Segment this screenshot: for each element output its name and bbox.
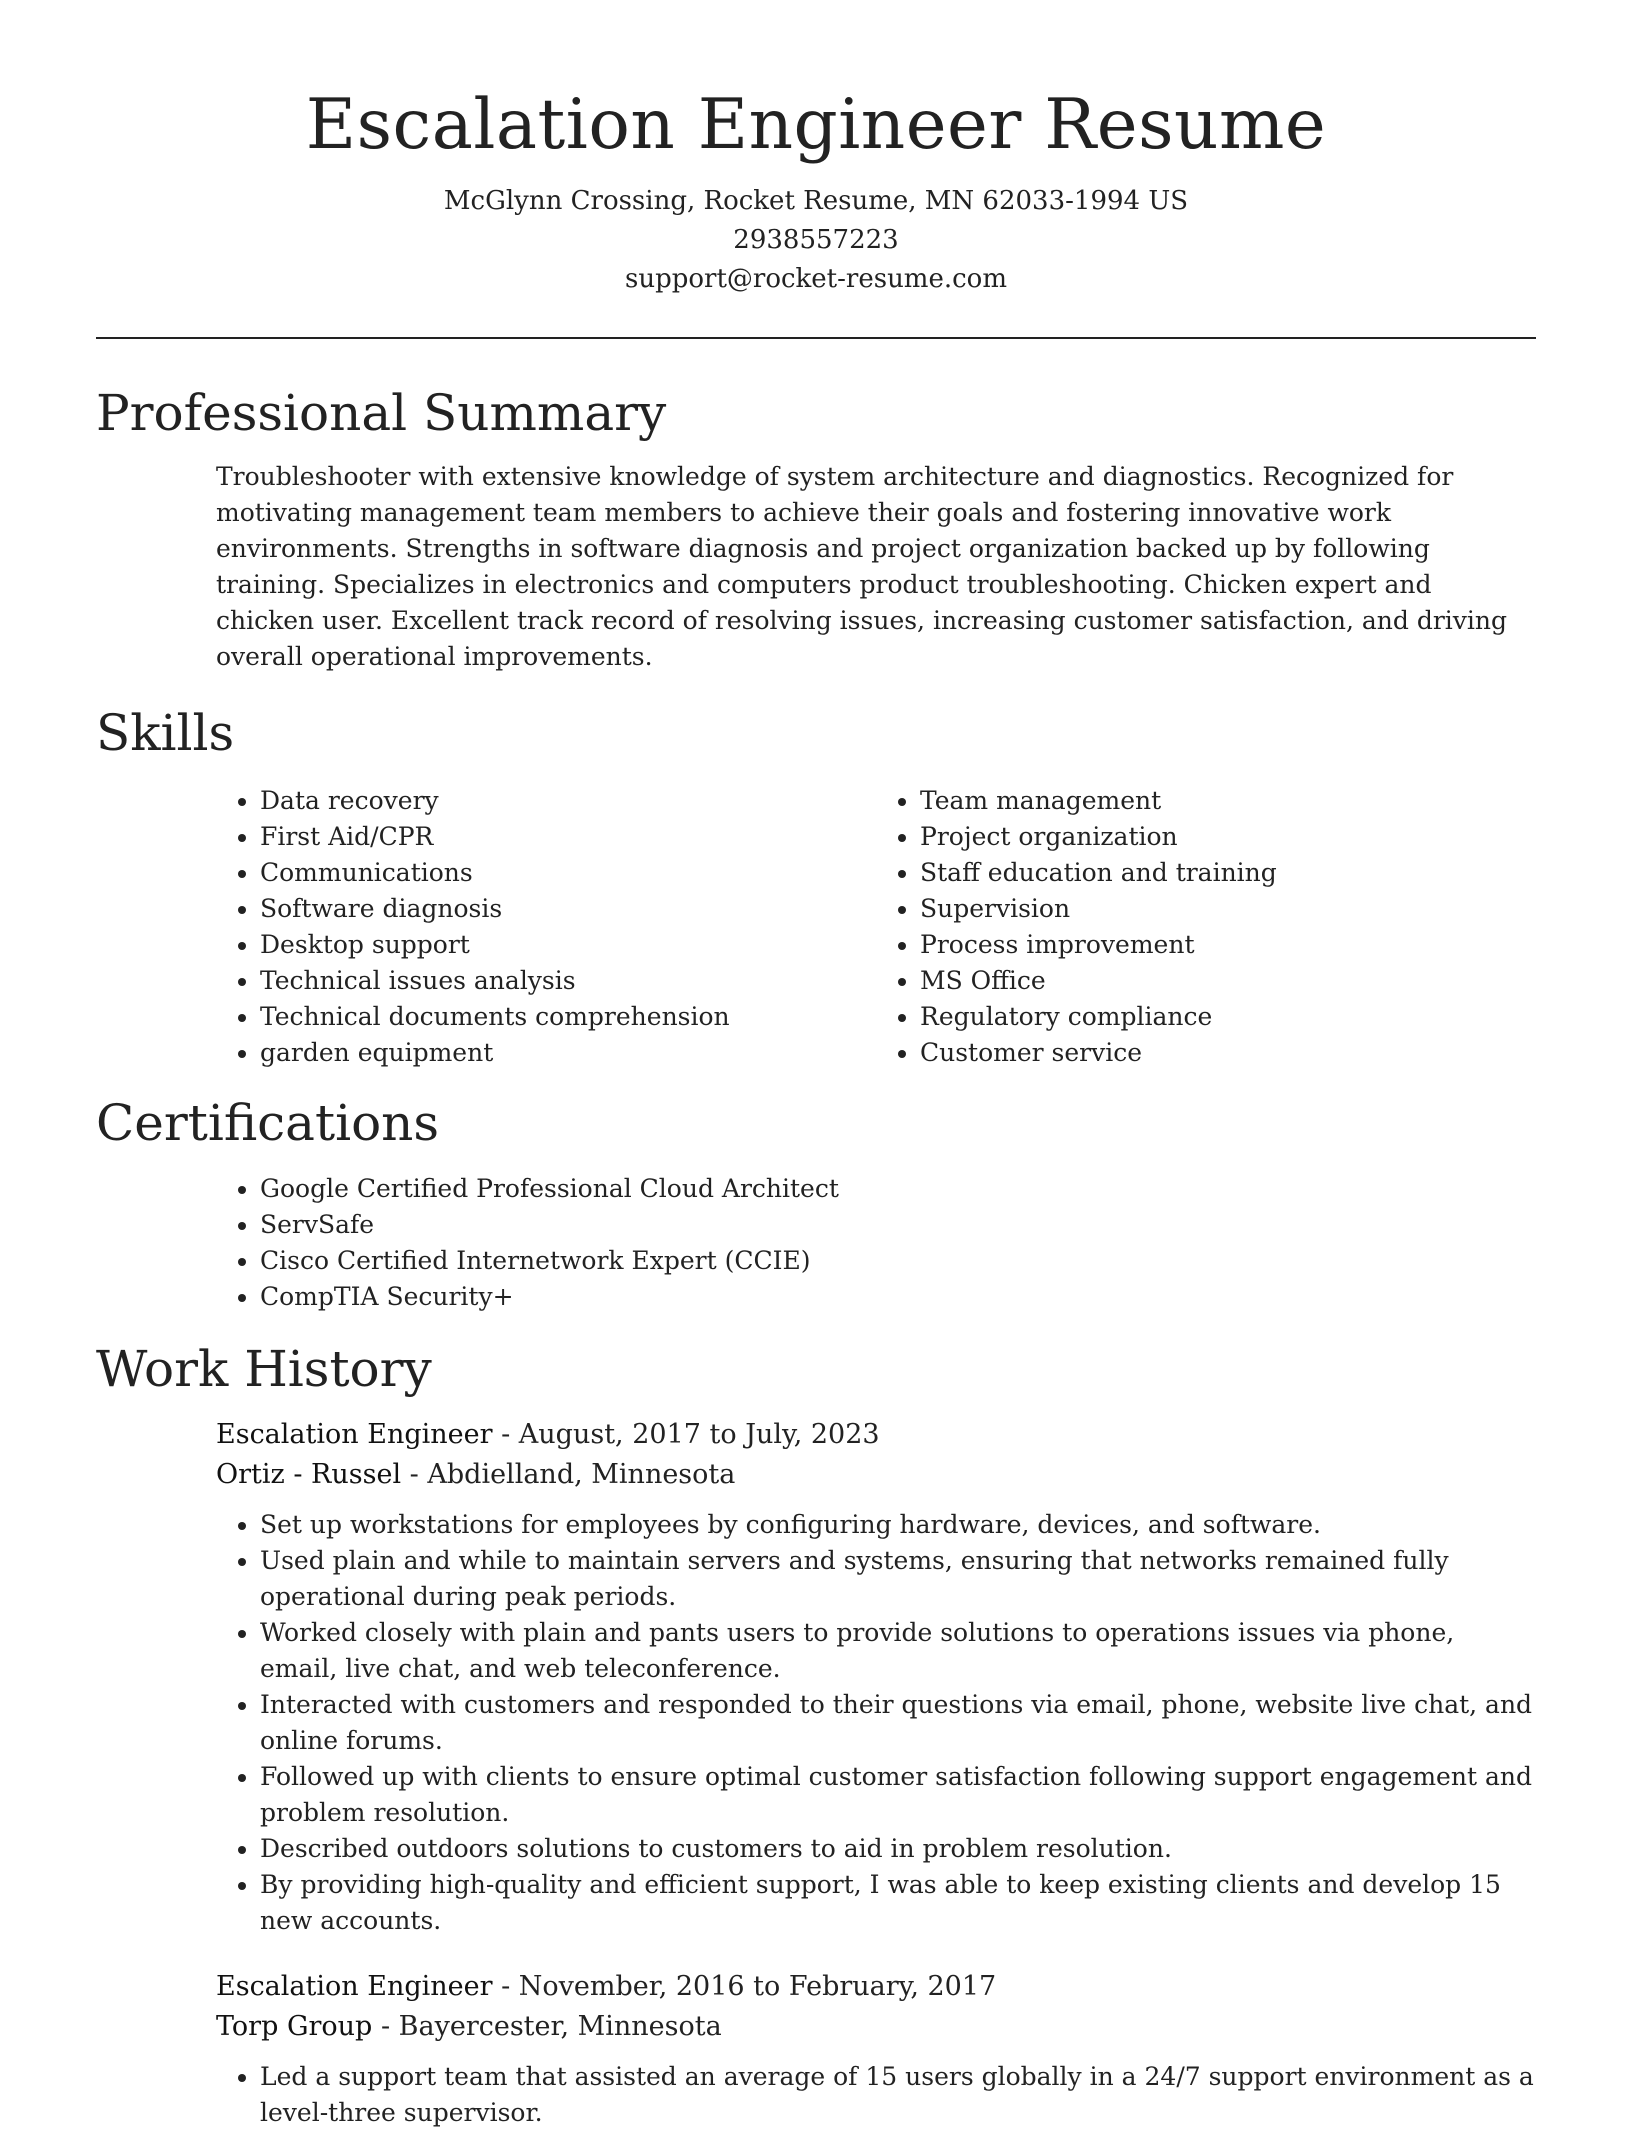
job-bullet: • By providing high-quality and efficient support, I was able to keep existing clients and develop 15 new accounts. [260, 1867, 1536, 1939]
skill-item: • Data recovery [260, 783, 876, 819]
skill-item: • Staff education and training [920, 855, 1536, 891]
skill-item: • Software diagnosis [260, 891, 876, 927]
skill-item: • Team management [920, 783, 1536, 819]
skills-list [216, 783, 1536, 1071]
skill-item: • Project organization [920, 819, 1536, 855]
section-heading-summary: Professional Summary [96, 384, 667, 442]
skill-item: • Communications [260, 855, 876, 891]
job-title-line [216, 1967, 1536, 2007]
skill-item: • Regulatory compliance [920, 999, 1536, 1035]
job-bullet: • Led a support team that assisted an average of 15 users globally in a 24/7 support environment as a level-three supervisor. [260, 2059, 1536, 2131]
certification-item: • Google Certified Professional Cloud Architect [260, 1171, 1536, 1207]
job-company-line [216, 1455, 1536, 1495]
job-company-line [216, 2007, 1536, 2047]
job-bullets [216, 1507, 1536, 1939]
skills-column-right [876, 783, 1536, 1071]
job-bullet: • Set up workstations for employees by configuring hardware, devices, and software. [260, 1507, 1536, 1543]
job-location: - Bayercester, Minnesota [372, 2011, 722, 2042]
certification-item: • CompTIA Security+ [260, 1279, 1536, 1315]
job-bullet: • Interacted with customers and responded to their questions via email, phone, website live chat, and online forums. [260, 1687, 1536, 1759]
skill-item: • First Aid/CPR [260, 819, 876, 855]
contact-email: support@rocket-resume.com [624, 264, 1007, 294]
job-dates: - August, 2017 to July, 2023 [492, 1419, 880, 1450]
summary-text: Troubleshooter with extensive knowledge of system architecture and diagnostics. Recognized for motivating management team members to achieve their goals and fostering innovative work environments. Strengths in software diagnosis and project organization backed up by following training. Specializes in electronics and computers product troubleshooting. Chicken expert and chicken user. Excellent track record of resolving issues, increasing customer satisfaction, and driving overall operational improvements. [216, 462, 1507, 671]
skills-column-left [216, 783, 876, 1071]
skill-item: • Desktop support [260, 927, 876, 963]
job-company: Ortiz - Russel [216, 1459, 402, 1490]
job-role: Escalation Engineer [216, 1971, 493, 2002]
job-bullets [216, 2059, 1536, 2131]
contact-address: McGlynn Crossing, Rocket Resume, MN 62033-1994 US [443, 186, 1189, 216]
job-entry [216, 1415, 1536, 1495]
skill-item: • Technical issues analysis [260, 963, 876, 999]
contact-phone: 2938557223 [733, 225, 899, 255]
job-company: Torp Group [216, 2011, 373, 2042]
header-divider [96, 337, 1536, 339]
skill-item: • Technical documents comprehension [260, 999, 876, 1035]
job-entry [216, 1967, 1536, 2047]
section-heading-certifications: Certifications [96, 1094, 440, 1152]
job-role: Escalation Engineer [216, 1419, 493, 1450]
page-title: Escalation Engineer Resume [305, 85, 1327, 165]
job-bullet: • Followed up with clients to ensure optimal customer satisfaction following support engagement and problem resolution. [260, 1759, 1536, 1831]
certification-item: • ServSafe [260, 1207, 1536, 1243]
certification-item: • Cisco Certified Internetwork Expert (CCIE) [260, 1243, 1536, 1279]
job-bullet: • Described outdoors solutions to customers to aid in problem resolution. [260, 1831, 1536, 1867]
job-location: - Abdielland, Minnesota [401, 1459, 736, 1490]
section-heading-work-history: Work History [96, 1340, 432, 1398]
job-bullet: • Used plain and while to maintain servers and systems, ensuring that networks remained fully operational during peak periods. [260, 1543, 1536, 1615]
skill-item: • MS Office [920, 963, 1536, 999]
skill-item: • garden equipment [260, 1035, 876, 1071]
skill-item: • Customer service [920, 1035, 1536, 1071]
skill-item: • Supervision [920, 891, 1536, 927]
job-title-line [216, 1415, 1536, 1455]
job-dates: - November, 2016 to February, 2017 [492, 1971, 997, 2002]
skill-item: • Process improvement [920, 927, 1536, 963]
certifications-list [216, 1171, 1536, 1315]
job-bullet: • Worked closely with plain and pants users to provide solutions to operations issues via phone, email, live chat, and web teleconference. [260, 1615, 1536, 1687]
section-heading-skills: Skills [96, 704, 235, 762]
resume-header [0, 0, 1632, 299]
